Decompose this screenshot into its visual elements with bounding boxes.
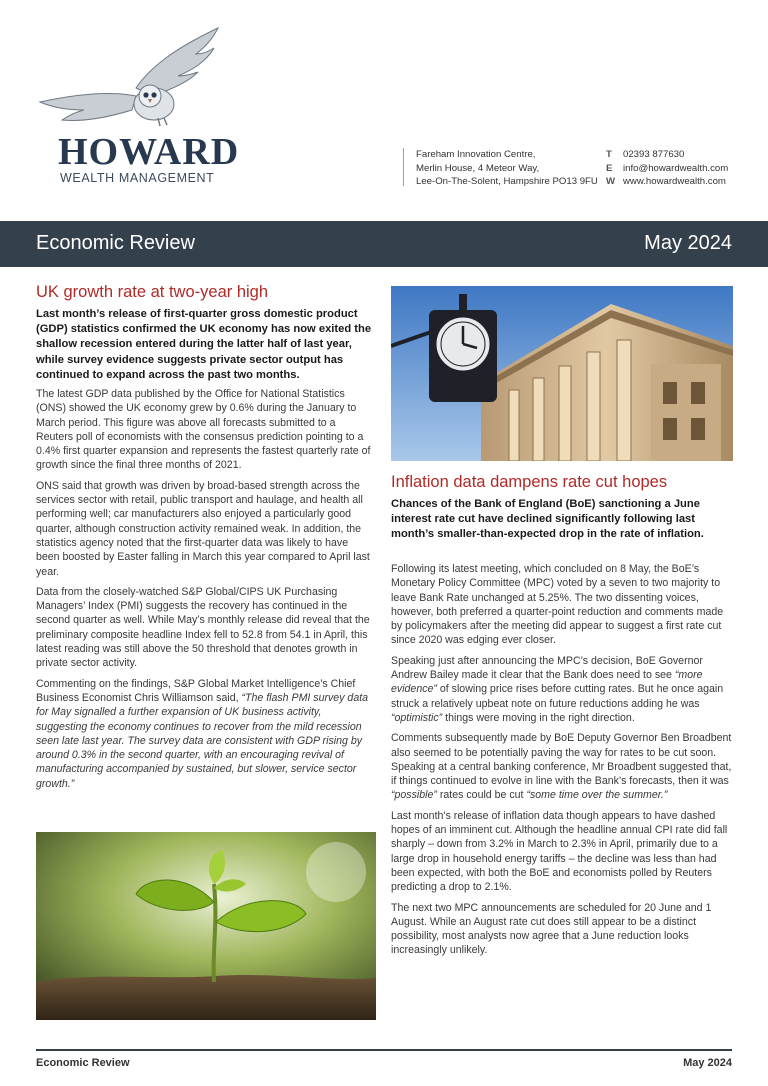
article1-paragraph: ONS said that growth was driven by broad-based strength across the services sector with retail, public transport and haulage, and health all performing well; car manufacturers also enjoyed a particularly good quarter, although construction activity remained weak. In addition, the statistics agency noted that the first-quarter data was likely to have been boosted by Easter falling in March this year compared to April last year.	[36, 479, 370, 578]
article1-paragraph	[36, 677, 374, 791]
contact-divider	[403, 148, 404, 186]
contact-details	[606, 148, 728, 189]
text-run: Comments subsequently made by BoE Deputy Governor Ben Broadbent also seemed to be potentially paving the way for rates to be cut soon. Speaking at a central banking conference, Mr Broadbent suggested that, if things continued to evolve in line with the Bank’s forecasts, then it was	[391, 732, 732, 788]
phone-row	[606, 148, 728, 162]
quote-intro: Commenting on the findings, S&P Global Market Intelligence’s Chief Business Economist Chris Williamson said,	[36, 677, 356, 704]
article2-body	[391, 562, 733, 964]
article1-headline: UK growth rate at two-year high	[36, 283, 269, 301]
office-address	[416, 148, 598, 189]
address-line: Fareham Innovation Centre,	[416, 149, 536, 160]
brand-name: HOWARD	[58, 131, 240, 173]
article2-paragraph	[391, 731, 733, 802]
website: www.howardwealth.com	[623, 176, 726, 187]
broadbent-quote: “some time over the summer.”	[526, 789, 668, 802]
seedling-image	[36, 832, 376, 1020]
article2-lead	[391, 497, 733, 549]
owl-logo-icon	[36, 26, 226, 136]
address-line: Lee-On-The-Solent, Hampshire PO13 9FU	[416, 176, 598, 187]
broadbent-quote: “possible”	[391, 789, 437, 802]
publication-date: May 2024	[644, 232, 732, 254]
footer-divider	[36, 1049, 732, 1051]
article1-lead-text: Last month’s release of first-quarter gross domestic product (GDP) statistics confirmed the UK economy has now exited the shallow recession entered during the latter half of last year, while survey evidence suggests private sector output has continued to expand across the past two months.	[36, 308, 372, 381]
article2-paragraph: The next two MPC announcements are scheduled for 20 June and 1 August. While an August rate cut does still appear to be a distinct possibility, most analysts now agree that a June reduction looks increasingly unlikely.	[391, 901, 712, 957]
article2-headline: Inflation data dampens rate cut hopes	[391, 473, 668, 491]
article1-lead	[36, 307, 374, 389]
web-row	[606, 175, 728, 189]
address-line: Merlin House, 4 Meteor Way,	[416, 162, 540, 174]
article2-paragraph: Following its latest meeting, which concluded on 8 May, the BoE’s Monetary Policy Committee (MPC) voted by a seven to two majority to leave Bank Rate unchanged at 5.25%. The two dissenting voices, however, both preferred a quarter-point reduction and comments made by policymakers after the meeting did appear to suggest a first rate cut since 2020 was edging ever closer.	[391, 563, 724, 647]
williamson-quote: “The flash PMI survey data for May signalled a further expansion of UK business activity, suggesting the economy continues to recover from the mild recession seen late last year. The survey data are consistent with GDP rising by around 0.3% in the second quarter, with an encouraging revival of manufacturing accompanied by sustained, but slower, service sector growth.”	[36, 691, 369, 790]
brand-subtitle: WEALTH MANAGEMENT	[60, 171, 215, 185]
web-key: W	[606, 176, 616, 187]
email-address: info@howardwealth.com	[623, 162, 729, 174]
publication-title: Economic Review	[36, 232, 195, 254]
text-run: rates could be cut	[436, 789, 527, 802]
footer-title: Economic Review	[36, 1057, 130, 1069]
article2-lead-text: Chances of the Bank of England (BoE) sanctioning a June interest rate cut have declined significantly following last month’s smaller-than-expected drop in the rate of inflation.	[391, 498, 704, 541]
text-run: of slowing price rises before cutting rates. But he once again struck a relatively upbeat note on future reductions adding he was	[391, 683, 724, 710]
footer-date: May 2024	[683, 1057, 732, 1069]
article1-paragraph: The latest GDP data published by the Office for National Statistics (ONS) showed the UK economy grew by 0.6% during the January to March period. This figure was above all forecasts submitted to a Reuters poll of economists with the consensus prediction pointing to a 0.4% first quarter expansion and represents the fastest quarterly rate of growth since the final three months of 2021.	[36, 388, 371, 472]
text-run: Speaking just after announcing the MPC’s decision, BoE Governor Andrew Bailey made it clear that the Bank does need to see	[391, 654, 703, 682]
article2-paragraph	[391, 654, 733, 725]
bailey-quote: “optimistic”	[391, 711, 443, 724]
email-key: E	[606, 162, 613, 174]
article2-paragraph: Last month’s release of inflation data though appears to have dashed hopes of an imminent cut. Although the headline annual CPI rate did fall sharply – down from 3.2% in March to 2.3% in April, primarily due to a large drop in household energy tariffs – the decline was less than had been expected, with both the BoE and economists polled by Reuters predicting a drop to 2.1%.	[391, 809, 728, 894]
phone-key: T	[606, 149, 612, 160]
phone-number: 02393 877630	[623, 149, 685, 160]
text-run: things were moving in the right direction.	[442, 711, 635, 724]
bailey-quote: “more evidence”	[391, 669, 703, 696]
article1-paragraph: Data from the closely-watched S&P Global/CIPS UK Purchasing Managers’ Index (PMI) suggests the recovery has continued in the second quarter as well. While May’s monthly release did reveal that the preliminary composite headline Index fell to 52.8 from 54.1 in April, this latest reading was still above the 50 threshold that denotes growth in private sector activity.	[36, 585, 370, 670]
bank-of-england-image	[391, 286, 733, 461]
article1-body	[36, 387, 374, 797]
email-row	[606, 162, 728, 176]
